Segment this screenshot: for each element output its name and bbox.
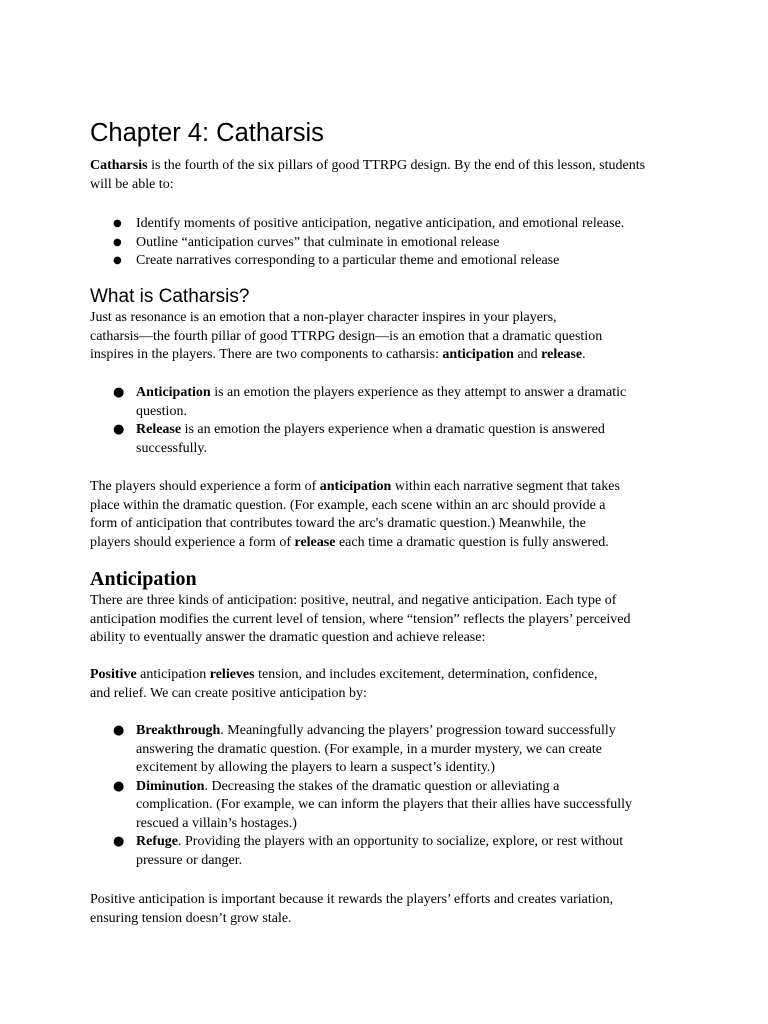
- intro-paragraph: Catharsis is the fourth of the six pillars of good TTRPG design. By the end of this lesson, students will be able to:: [90, 158, 646, 192]
- chapter-title: Chapter 4: Catharsis: [90, 119, 324, 147]
- methods-list: [90, 722, 680, 870]
- list-item: ● Refuge. Providing the players with an opportunity to socialize, explore, or rest without pressure or danger.: [113, 834, 624, 868]
- bullet-icon: ●: [113, 422, 125, 437]
- list-item: ● Identify moments of positive anticipation, negative anticipation, and emotional release.: [90, 215, 680, 234]
- bullet-icon: ●: [113, 834, 125, 849]
- closing-paragraph: Positive anticipation is important because it rewards the players’ efforts and creates variation, ensuring tension doesn’t grow stale.: [90, 892, 614, 926]
- intro-term: Catharsis: [90, 158, 148, 173]
- anticipation-paragraph: There are three kinds of anticipation: positive, neutral, and negative anticipation. Each type of anticipation modifies the current level of tension, where “tension” reflects the players’ perceived ability to eventually answer the dramatic question and achieve release:: [90, 593, 631, 645]
- section-heading-anticipation: Anticipation: [90, 568, 197, 590]
- positive-paragraph: Positive anticipation relieves tension, and includes excitement, determination, confidence, and relief. We can create positive anticipation by:: [90, 667, 598, 701]
- list-item: ● Create narratives corresponding to a particular theme and emotional release: [90, 252, 680, 271]
- list-item: ● Breakthrough. Meaningfully advancing the players’ progression toward successfully answering the dramatic question. (For example, in a murder mystery, we can create excitement by allowing the players to learn a suspect’s identity.): [113, 723, 616, 775]
- bullet-icon: ●: [113, 236, 122, 248]
- bullet-icon: ●: [113, 723, 125, 738]
- bullet-icon: ●: [113, 778, 125, 794]
- list-item: ● Diminution. Decreasing the stakes of the dramatic question or alleviating a complication. (For example, we can inform the players that their allies have successfully rescued a villain’s hostages.): [113, 778, 633, 831]
- what-is-paragraph: Just as resonance is an emotion that a non-player character inspires in your players, catharsis—the fourth pillar of good TTRPG design—is an emotion that a dramatic question inspires in the players. There are two components to catharsis: anticipation and release.: [90, 310, 603, 362]
- components-list: [90, 384, 680, 458]
- bullet-icon: ●: [113, 385, 125, 400]
- segment-paragraph: The players should experience a form of anticipation within each narrative segment that takes place within the dramatic question. (For example, each scene within an arc should provide a form of anticipation that contributes toward the arc's dramatic question.) Meanwhile, the players should experience a form of release each time a dramatic question is fully answered.: [90, 479, 620, 550]
- objectives-list: [90, 215, 680, 271]
- list-item: ● Release is an emotion the players experience when a dramatic question is answered successfully.: [113, 422, 605, 456]
- list-item: ● Anticipation is an emotion the players experience as they attempt to answer a dramatic question.: [113, 385, 627, 419]
- section-heading-what-is: What is Catharsis?: [90, 286, 250, 307]
- bullet-icon: ●: [113, 218, 122, 229]
- list-item: ● Outline “anticipation curves” that culminate in emotional release: [90, 234, 680, 253]
- bullet-icon: ●: [113, 255, 122, 266]
